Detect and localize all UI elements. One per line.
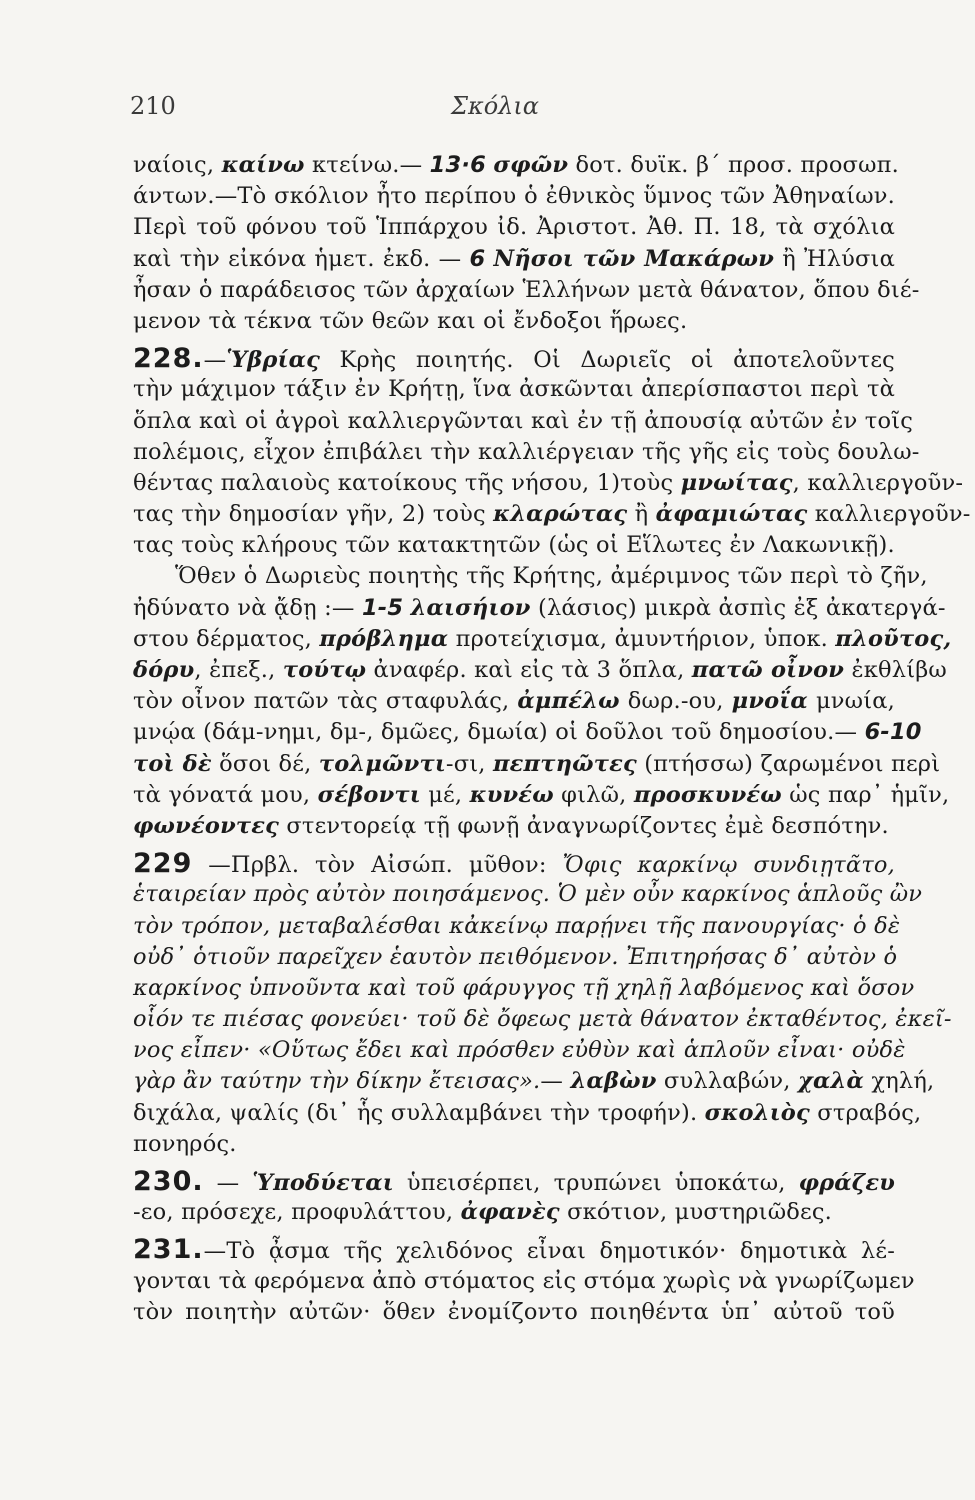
text-line: [133, 717, 922, 748]
text-span: συλλαβών,: [656, 1068, 798, 1095]
text-span: —Τὸ ᾆσμα τῆς χελιδόνος εἶναι δημοτικόν· δημοτικὰ λέ-: [203, 1238, 895, 1265]
text-span: δωρ.-ου,: [619, 688, 732, 715]
text-span: , ἐπεξ.,: [194, 657, 283, 683]
text-span: [403, 595, 410, 621]
text-line: [133, 911, 901, 942]
text-span: θέντας παλαιοὺς κατοίκους τῆς νήσου, 1)τοὺς: [133, 469, 681, 496]
lemma-term: μνοΐα: [731, 688, 808, 715]
lemma-term: πεπτηῶτες: [493, 750, 637, 777]
text-span: γονται τὰ φερόμενα ἀπὸ στόματος εἰς στόμα χωρὶς νὰ γνωρίζωμεν: [133, 1267, 915, 1294]
text-span: τὴν μάχιμον τάξιν ἐν Κρήτῃ, ἵνα ἀσκῶνται ἀπερίσπαστοι περὶ τὰ: [133, 376, 895, 403]
text-span: κτείνω.—: [304, 152, 430, 178]
lemma-term: ἀμπέλω: [517, 688, 620, 715]
text-line: [133, 306, 895, 337]
text-line: [133, 561, 928, 592]
text-span: 6-10: [864, 719, 922, 746]
text-span: Περὶ τοῦ φόνου τοῦ Ἱππάρχου ἰδ. Ἀριστοτ. Ἀθ. Π. 18, τὰ σχόλια: [133, 214, 895, 241]
text-span: (λάσιος) μικρὰ ἀσπὶς ἐξ ἀκατεργά-: [530, 594, 946, 621]
text-span: ἢ: [627, 501, 656, 528]
text-span: ὑπεισέρπει, τρυπώνει ὑποκάτω,: [393, 1170, 799, 1196]
text-span: δοτ. δυϊκ. β΄ προσ. προσωπ.: [568, 152, 900, 178]
lemma-term: χαλὰ: [798, 1068, 865, 1095]
text-line: [133, 374, 895, 405]
text-span: ἐκθλίβω: [844, 657, 947, 683]
text-span: τὸν ποιητὴν αὐτῶν· ὅθεν ἐνομίζοντο ποιηθέντα ὑπ᾽ αὐτοῦ τοῦ: [133, 1298, 895, 1325]
lemma-term: Ὑβρίας: [226, 347, 321, 374]
text-line: [133, 655, 947, 686]
text-span: διχάλα, ψαλίς (δι᾽ ἧς συλλαμβάνει τὴν τροφήν).: [133, 1099, 705, 1126]
lemma-term: πρόβλημα: [319, 625, 449, 652]
text-line: [133, 244, 895, 275]
lemma-term: μνωίτας: [680, 469, 793, 496]
lemma-term: πατῶ οἶνον: [691, 657, 845, 683]
lemma-term: κυνέω: [469, 781, 554, 808]
text-span: 13·6: [429, 152, 486, 178]
text-line: [133, 811, 895, 842]
text-line: [133, 1035, 906, 1066]
text-line: [133, 686, 895, 717]
text-span: ἠδύνατο νὰ ᾄδῃ :—: [133, 594, 362, 621]
lemma-term: ἀφανὲς: [460, 1199, 560, 1226]
lemma-term: ἀφαμιώτας: [655, 501, 808, 528]
text-span: Ὅθεν ὁ Δωριεὺς ποιητὴς τῆς Κρήτης, ἀμέριμνος τῶν περὶ τὸ ζῆν,: [175, 563, 928, 590]
text-span: -εο, πρόσεχε, προφυλάττου,: [133, 1199, 461, 1226]
text-span: οἷόν τε πιέσας φονεύει· τοῦ δὲ ὄφεως μετὰ θάνατον ἐκταθέντος, ἐκεῖ-: [133, 1006, 952, 1033]
text-span: ὅπλα καὶ οἱ ἀγροὶ καλλιεργῶνται καὶ ἐν τῇ ἀπουσίᾳ αὐτῶν ἐν τοῖς: [133, 407, 914, 434]
text-span: τὰ γόνατά μου,: [133, 781, 318, 808]
text-span: πονηρός.: [133, 1130, 237, 1157]
text-line: [133, 150, 900, 181]
text-line: [133, 879, 923, 910]
text-line: [133, 1098, 922, 1129]
section-number: 229: [133, 848, 193, 880]
text-span: νος εἶπεν· «Οὕτως ἔδει καὶ πρόσθεν εὐθὺν καὶ ἁπλοῦν εἶναι· οὐδὲ: [133, 1037, 906, 1064]
text-span: καρκίνος ὑπνοῦντα καὶ τοῦ φάρυγγος τῇ χηλῇ λαβόμενος καὶ ὅσον: [133, 974, 915, 1001]
lemma-term: φράζευ: [798, 1170, 896, 1196]
text-line: [133, 343, 895, 374]
lemma-term: λαισήιον: [410, 594, 531, 621]
text-span: μέ,: [420, 781, 470, 808]
lemma-term: τούτῳ: [282, 657, 367, 683]
text-span: 6: [469, 245, 486, 272]
text-span: σκότιον, μυστηριῶδες.: [559, 1199, 833, 1226]
text-span: —: [203, 1170, 253, 1196]
lemma-term: Ὑποδύεται: [252, 1170, 394, 1196]
text-line: [133, 780, 950, 811]
text-span: οὐδ᾽ ὁτιοῦν παρεῖχεν ἑαυτὸν πειθόμενον. Ἐπιτηρήσας δ᾽ αὐτὸν ὁ: [133, 943, 898, 970]
text-span: ναίοις,: [133, 152, 222, 178]
lemma-term: λαβὼν: [570, 1068, 657, 1095]
text-span: 1-5: [361, 594, 404, 621]
text-line: [133, 942, 898, 973]
text-line: [133, 468, 964, 499]
text-span: —: [203, 347, 227, 374]
text-line: [133, 1266, 915, 1297]
text-span: φιλῶ,: [553, 781, 634, 808]
lemma-term: προσκυνέω: [633, 781, 782, 808]
text-span: τὸν τρόπον, μεταβαλέσθαι κἀκείνῳ παρῄνει τῆς πανουργίας· ὁ δὲ: [133, 912, 901, 939]
text-span: μνωία,: [807, 688, 895, 715]
text-span: γὰρ ἂν ταύτην τὴν δίκην ἔτεισας».: [133, 1068, 541, 1095]
text-line: [133, 1004, 952, 1035]
text-line: [133, 1234, 895, 1265]
lemma-term: σφῶν: [493, 152, 569, 178]
text-line: [133, 1129, 895, 1160]
section-number: 230.: [133, 1166, 204, 1197]
text-span: πολέμοις, εἶχον ἐπιβάλει τὴν καλλιέργειαν τῆς γῆς εἰς τοὺς δουλω-: [133, 438, 920, 465]
text-span: , καλλιεργοῦν-: [792, 469, 964, 496]
text-span: στου δέρματος,: [133, 625, 320, 652]
text-line: [133, 499, 971, 530]
text-span: ἑταιρείαν πρὸς αὐτὸν ποιησάμενος. Ὁ μὲν οὖν καρκίνος ἁπλοῦς ὢν: [133, 881, 923, 908]
text-line: [133, 1166, 895, 1197]
text-line: [133, 212, 895, 243]
section-number: 231.: [133, 1234, 204, 1266]
page-header: [130, 92, 860, 132]
commentary-text: [133, 150, 971, 1328]
text-span: Κρὴς ποιητής. Οἱ Δωριεῖς οἱ ἀποτελοῦντες: [320, 347, 895, 374]
lemma-term: πλοῦτος,: [835, 625, 952, 652]
text-span: ἀναφέρ. καὶ εἰς τὰ 3 ὅπλα,: [366, 657, 692, 683]
text-span: στραβός,: [809, 1099, 922, 1126]
text-line: [133, 593, 946, 624]
lemma-term: δόρυ: [133, 657, 195, 683]
text-span: ὡς παρ᾽ ἡμῖν,: [781, 781, 950, 808]
text-span: ἦσαν ὁ παράδεισος τῶν ἀρχαίων Ἑλλήνων μετὰ θάνατον, ὅπου διέ-: [133, 276, 920, 303]
text-line: [133, 848, 895, 879]
lemma-term: Νῆσοι τῶν Μακάρων: [493, 245, 775, 272]
text-span: καλλιεργοῦν-: [807, 501, 971, 528]
text-line: [133, 406, 914, 437]
page-number: 210: [130, 92, 176, 120]
text-span: τας τοὺς κλήρους τῶν κατακτητῶν (ὡς οἱ Εἵλωτες ἐν Λακωνικῇ).: [133, 532, 895, 559]
text-line: [133, 1066, 935, 1097]
text-line: [133, 181, 895, 212]
lemma-term: καίνω: [221, 152, 305, 178]
text-span: καὶ τὴν εἰκόνα ἡμετ. ἐκδ. —: [133, 245, 470, 272]
text-span: χηλή,: [864, 1068, 935, 1095]
running-title: Σκόλια: [451, 92, 539, 120]
text-line: [133, 275, 920, 306]
lemma-term: τολμῶντι: [318, 750, 446, 777]
text-span: -σι,: [445, 750, 494, 777]
text-span: τας τὴν δημοσίαν γῆν, 2) τοὺς: [133, 501, 494, 528]
section-number: 228.: [133, 343, 204, 375]
text-line: [133, 530, 895, 561]
lemma-term: σκολιὸς: [704, 1099, 810, 1126]
text-span: τὸν οἶνον πατῶν τὰς σταφυλάς,: [133, 688, 518, 715]
text-span: —: [540, 1068, 571, 1095]
text-line: [133, 749, 941, 780]
text-span: μνῴα (δάμ-νημι, δμ-, δμῶες, δμωία) οἱ δοῦλοι τοῦ δημοσίου.—: [133, 719, 865, 746]
text-line: [133, 973, 915, 1004]
lemma-term: φωνέοντες: [133, 812, 280, 839]
text-span: (πτήσσω) ζαρωμένοι περὶ: [636, 750, 941, 777]
text-span: ὅσοι δέ,: [211, 750, 319, 777]
text-line: [133, 1297, 895, 1328]
text-span: Ὄφις καρκίνῳ συνδιῃτᾶτο,: [562, 852, 895, 879]
lemma-term: τοὶ δὲ: [133, 750, 212, 777]
lemma-term: σέβοντι: [317, 781, 421, 808]
text-span: μενον τὰ τέκνα τῶν θεῶν και οἱ ἔνδοξοι ἥρωες.: [133, 307, 688, 334]
lemma-term: κλαρώτας: [493, 501, 628, 528]
text-span: ἢ Ἠλύσια: [774, 245, 895, 272]
text-span: προτείχισμα, ἀμυντήριον, ὑποκ.: [448, 625, 836, 652]
text-span: στεντορείᾳ τῇ φωνῇ ἀναγνωρίζοντες ἐμὲ δεσπότην.: [279, 812, 889, 839]
text-span: —Πρβλ. τὸν Αἰσώπ. μῦθον:: [192, 852, 563, 879]
text-line: [133, 437, 920, 468]
text-line: [133, 624, 952, 655]
text-line: [133, 1197, 895, 1228]
text-span: άντων.—Τὸ σκόλιον ἦτο περίπου ὁ ἐθνικὸς ὕμνος τῶν Ἀθηναίων.: [133, 183, 895, 210]
